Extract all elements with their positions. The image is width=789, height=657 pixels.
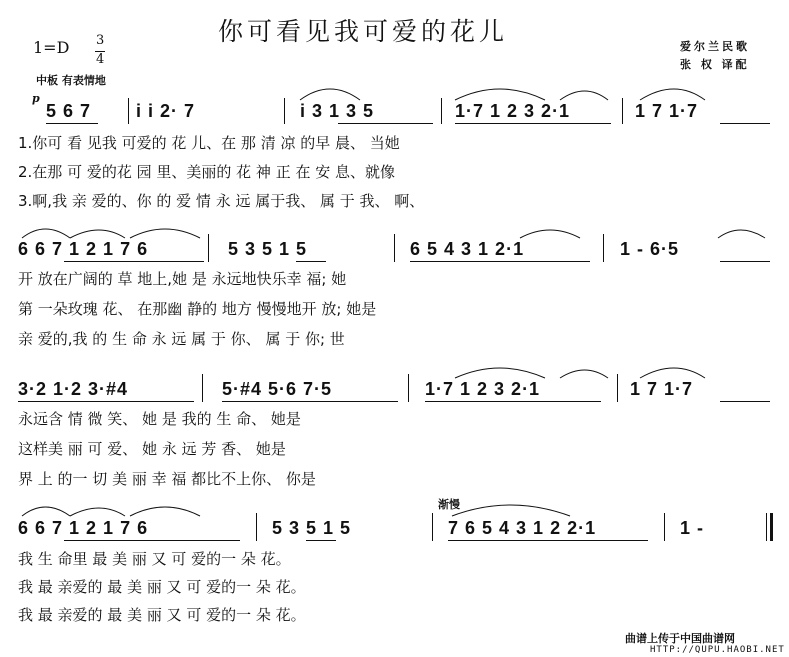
ritardando-marking: 渐慢 — [438, 498, 460, 511]
system4-measure3: 7 6 5 4 3 1 2 2·1 — [448, 518, 597, 538]
tempo-marking: 中板 有表情地 — [36, 74, 106, 87]
slur — [640, 368, 705, 378]
song-title: 你可看见我可爱的花儿 — [218, 17, 509, 46]
slur — [22, 229, 70, 238]
time-signature-bottom: 4 — [96, 52, 105, 67]
system4-lyric-verse3: 我 最 亲爱的 最 美 丽 又 可 爱的一 朵 花。 — [18, 606, 306, 624]
system1-lyric-verse1: 1.你可 看 见我 可爱的 花 儿、在 那 清 凉 的早 晨、 当她 — [18, 134, 400, 152]
watermark-text: 曲谱上传于中国曲谱网 — [625, 632, 735, 645]
system2-measure3: 6 5 4 3 1 2·1 — [410, 239, 525, 259]
system3-measure3: 1·7 1 2 3 2·1 — [425, 379, 541, 399]
slur — [455, 368, 545, 378]
slur — [70, 508, 125, 516]
system2-measure4: 1 - 6·5 — [620, 239, 680, 259]
system4-measure4: 1 - — [680, 518, 705, 538]
system1-lyric-verse3: 3.啊,我 亲 爱的、你 的 爱 情 永 远 属于我、 属 于 我、 啊、 — [18, 192, 425, 210]
dynamic-marking: p — [32, 92, 40, 105]
system3-lyric-verse2: 这样美 丽 可 爱、 她 永 远 芳 香、 她是 — [18, 440, 286, 458]
slur — [130, 229, 200, 238]
system1-lyric-verse2: 2.在那 可 爱的花 园 里、美丽的 花 神 正 在 安 息、就像 — [18, 163, 395, 181]
slur — [560, 91, 608, 100]
system1-measure4: 1·7 1 2 3 2·1 — [455, 101, 571, 121]
system1-measure1: 5 6 7 — [46, 101, 92, 121]
system2-lyric-verse2: 第 一朵玫瑰 花、 在那幽 静的 地方 慢慢地开 放; 她是 — [18, 300, 377, 318]
slur — [640, 89, 705, 100]
credit-origin: 爱尔兰民歌 — [680, 40, 750, 53]
slur — [22, 507, 70, 516]
system1-measure3: i 3 1 3 5 — [300, 101, 375, 121]
system4-lyric-verse1: 我 生 命里 最 美 丽 又 可 爱的一 朵 花。 — [18, 550, 291, 568]
slur — [718, 230, 765, 238]
key-signature: 1=D — [33, 38, 70, 57]
slur — [452, 505, 570, 516]
system3-lyric-verse1: 永远含 情 微 笑、 她 是 我的 生 命、 她是 — [18, 410, 301, 428]
system3-measure1: 3·2 1·2 3·#4 — [18, 379, 129, 399]
system3-lyric-verse3: 界 上 的一 切 美 丽 幸 福 都比不上你、 你是 — [18, 470, 316, 488]
slur — [560, 370, 608, 378]
system1-measure2: i i 2· 7 — [136, 101, 196, 121]
system1-measure5: 1 7 1·7 — [635, 101, 699, 121]
system2-lyric-verse3: 亲 爱的,我 的 生 命 永 远 属 于 你、 属 于 你; 世 — [18, 330, 345, 348]
time-signature-top: 3 — [96, 33, 105, 48]
system3-measure2: 5·#4 5·6 7·5 — [222, 379, 333, 399]
slur — [70, 230, 125, 238]
slur — [130, 507, 200, 516]
system2-measure2: 5 3 5 1 5 — [228, 239, 308, 259]
system2-measure1: 6 6 7 1 2 1 7 6 — [18, 239, 149, 259]
slur — [455, 89, 545, 100]
system3-measure4: 1 7 1·7 — [630, 379, 694, 399]
slur — [520, 230, 580, 238]
system4-lyric-verse2: 我 最 亲爱的 最 美 丽 又 可 爱的一 朵 花。 — [18, 578, 306, 596]
system4-measure1: 6 6 7 1 2 1 7 6 — [18, 518, 149, 538]
watermark-url: HTTP://QUPU.HAOBI.NET — [650, 645, 785, 655]
credit-arranger: 张 权 译配 — [680, 58, 750, 71]
slur — [300, 89, 360, 100]
system2-lyric-verse1: 开 放在广阔的 草 地上,她 是 永远地快乐幸 福; 她 — [18, 270, 347, 288]
system4-measure2: 5 3 5 1 5 — [272, 518, 352, 538]
